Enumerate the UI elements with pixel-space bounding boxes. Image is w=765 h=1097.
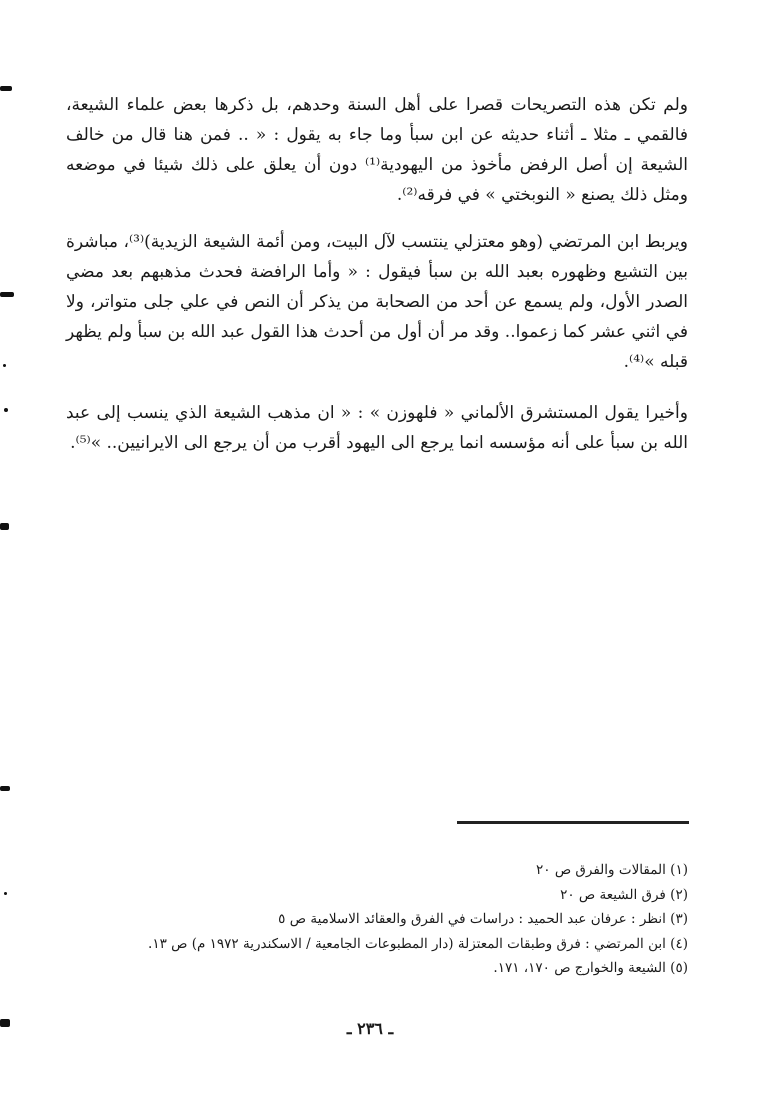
footnote-3: (٣) انظر : عرفان عبد الحميد : دراسات في الفرق والعقائد الاسلامية ص ٥ — [278, 911, 688, 927]
scan-edge-mark — [0, 1019, 10, 1027]
page-number: ـ ٢٣٦ ـ — [346, 1019, 394, 1038]
footnote-4: (٤) ابن المرتضي : فرق وطبقات المعتزلة (دار المطبوعات الجامعية / الاسكندرية ١٩٧٢ م) ص ١٣. — [148, 935, 688, 952]
scan-edge-mark — [0, 786, 10, 791]
paragraph-text: ويربط ابن المرتضي (وهو معتزلي ينتسب لآل البيت، ومن أئمة الشيعة الزيدية)⁽³⁾، مباشرة بين التشيع وظهوره بعبد الله بن سبأ فيقول : « وأما الرافضة فحدث مذهبهم بعد مضي الصدر الأول، ولم يسمع عن أحد من الصحابة من يذكر أن النص في علي جلى متواتر، ولا في اثني عشر كما زعموا.. وقد مر أن أول من أحدث هذا القول عبد الله بن سبأ ولم يظهر قبله »⁽⁴⁾. — [66, 232, 688, 372]
footnote-separator — [457, 821, 689, 824]
scan-edge-mark — [0, 86, 12, 91]
paragraph-text: وأخيرا يقول المستشرق الألماني « فلهوزن » : « ان مذهب الشيعة الذي ينسب إلى عبد الله بن سبأ على أنه مؤسسه انما يرجع الى اليهود أقرب من أن يرجع الى الايرانيين.. »⁽⁵⁾. — [66, 403, 688, 453]
scan-edge-mark — [0, 292, 14, 297]
footnote-1: (١) المقالات والفرق ص ٢٠ — [536, 862, 688, 878]
footnote-5: (٥) الشيعة والخوارج ص ١٧٠، ١٧١. — [493, 960, 688, 976]
body-paragraph-1 — [66, 90, 688, 210]
paragraph-text: ولم تكن هذه التصريحات قصرا على أهل السنة وحدهم، بل ذكرها بعض علماء الشيعة، فالقمي ـ مثلا ـ أثناء حديثه عن ابن سبأ وما جاء به يقول : « .. فمن هنا قال من خالف الشيعة إن أصل الرفض مأخوذ من اليهودية⁽¹⁾ دون أن يعلق على ذلك شيئا في موضعه ومثل ذلك يصنع « النوبختي » في فرقه⁽²⁾. — [66, 95, 688, 205]
scan-edge-mark — [0, 523, 9, 530]
scan-edge-mark — [4, 408, 8, 412]
body-paragraph-3 — [66, 398, 688, 458]
footnotes-list — [120, 858, 688, 981]
body-paragraph-2 — [66, 227, 688, 377]
footnote-2: (٢) فرق الشيعة ص ٢٠ — [560, 886, 688, 903]
scan-edge-mark — [3, 364, 6, 367]
scan-edge-mark — [4, 892, 7, 895]
